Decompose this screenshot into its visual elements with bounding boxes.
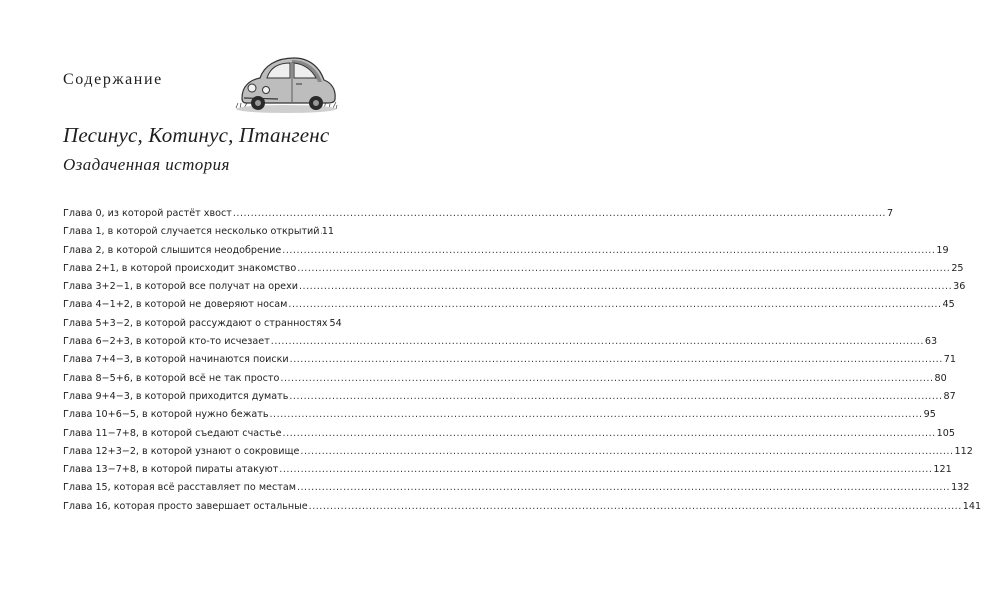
dot-leader [269,409,922,420]
page-number: 105 [936,427,955,439]
page-number: 7 [886,208,894,219]
chapter-title: Глава 11−7+8, в которой съедают счастье [63,427,282,439]
page-number: 121 [933,464,952,476]
toc-entry [63,445,973,464]
chapter-title: Глава 3+2−1, в которой все получат на орехи [63,281,298,293]
chapter-title: Глава 15, которая всё расставляет по местам [63,482,296,494]
chapter-title: Глава 12+3−2, в которой узнают о сокровище [63,445,300,457]
toc-entry [63,317,342,336]
dot-leader [289,391,942,402]
dot-leader [280,373,933,384]
toc-entry [63,336,938,354]
book-title: Песинус, Котинус, Птангенс [63,123,330,147]
chapter-title: Глава 1, в которой случается несколько открытий [63,226,320,238]
page-number: 54 [329,317,342,329]
toc-entry [63,208,894,226]
dot-leader [283,428,936,439]
toc-entry [63,262,964,281]
toc-entry [63,427,955,446]
dot-leader [297,263,950,274]
page-number: 11 [321,226,334,238]
page-number: 19 [936,244,949,256]
dot-leader [288,299,941,310]
toc-entry [63,299,955,317]
toc-entry [63,354,956,372]
vintage-car-icon [232,46,340,116]
dot-leader [297,482,950,493]
page-number: 95 [923,409,936,421]
chapter-title: Глава 8−5+6, в которой всё не так просто [63,372,280,384]
toc-entry [63,482,970,500]
dot-leader [271,336,924,347]
toc-entry [63,244,949,263]
toc-entry [63,409,936,427]
toc-entry [63,500,981,519]
dot-leader [279,464,932,475]
toc-entry [63,226,334,244]
table-of-contents [63,208,981,519]
chapter-title: Глава 13−7+8, в которой пираты атакуют [63,464,279,476]
dot-leader [299,281,952,292]
page-number: 132 [951,482,970,494]
page-number: 36 [953,281,966,293]
page-number: 87 [943,390,956,402]
dot-leader [300,446,953,457]
chapter-title: Глава 4−1+2, в которой не доверяют носам [63,299,288,311]
chapter-title: Глава 0, из которой растёт хвост [63,208,232,219]
page-number: 45 [942,299,955,311]
contents-heading: Содержание [63,71,163,88]
chapter-title: Глава 2, в которой слышится неодобрение [63,244,282,256]
toc-entry [63,464,952,482]
dot-leader [290,354,943,365]
chapter-title: Глава 16, которая просто завершает остальные [63,500,308,512]
page-number: 80 [934,372,947,384]
chapter-title: Глава 9+4−3, в которой приходится думать [63,390,289,402]
chapter-title: Глава 6−2+3, в которой кто-то исчезает [63,336,270,348]
page-number: 71 [943,354,956,366]
chapter-title: Глава 2+1, в которой происходит знакомство [63,262,297,274]
dot-leader [233,208,886,219]
page-number: 112 [954,445,973,457]
page-number: 25 [951,262,964,274]
book-subtitle: Озадаченная история [63,155,230,174]
dot-leader [282,245,935,256]
chapter-title: Глава 10+6−5, в которой нужно бежать [63,409,269,421]
toc-entry [63,372,947,391]
page-number: 63 [924,336,938,348]
page-number: 141 [962,500,981,512]
toc-entry [63,281,966,299]
dot-leader [309,501,962,512]
toc-entry [63,390,956,409]
chapter-title: Глава 5+3−2, в которой рассуждают о странностях [63,317,328,329]
chapter-title: Глава 7+4−3, в которой начинаются поиски [63,354,289,366]
